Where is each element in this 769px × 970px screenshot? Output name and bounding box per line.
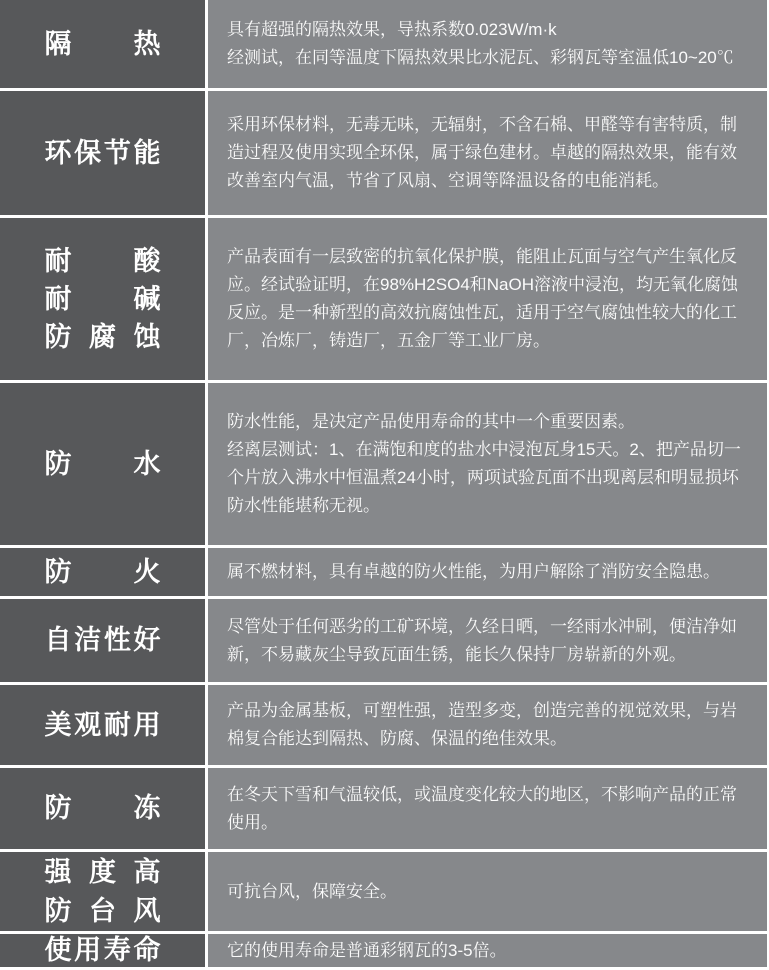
desc-paragraph: 防水性能堪称无视。 bbox=[227, 496, 380, 515]
feature-row-eco-energy-saving bbox=[0, 91, 767, 215]
feature-desc-cell bbox=[208, 685, 767, 765]
desc-paragraph: 防水性能，是决定产品使用寿命的其中一个重要因素。 bbox=[227, 412, 635, 431]
feature-description bbox=[227, 781, 753, 837]
feature-title bbox=[45, 445, 161, 483]
feature-description bbox=[227, 558, 753, 586]
feature-title bbox=[45, 242, 161, 357]
desc-paragraph: 具有超强的隔热效果，导热系数0.023W/m·k bbox=[227, 20, 557, 39]
feature-title bbox=[45, 621, 161, 659]
feature-title-line: 耐碱 bbox=[44, 283, 161, 314]
feature-title-line: 防腐蚀 bbox=[44, 322, 161, 353]
feature-row-waterproof bbox=[0, 383, 767, 545]
feature-name-cell bbox=[0, 548, 205, 596]
desc-paragraph: 属不燃材料，具有卓越的防火性能，为用户解除了消防安全隐患。 bbox=[227, 562, 720, 581]
feature-row-self-cleaning bbox=[0, 599, 767, 682]
feature-name-cell bbox=[0, 934, 205, 967]
desc-paragraph: 产品为金属基板，可塑性强，造型多变，创造完善的视觉效果，与岩棉复合能达到隔热、防腐、保温的绝佳效果。 bbox=[227, 701, 737, 748]
feature-row-acid-alkali-corrosion bbox=[0, 218, 767, 380]
desc-paragraph: 采用环保材料，无毒无味，无辐射，不含石棉、甲醛等有害特质，制造过程及使用实现全环保，属于绿色建材。卓越的隔热效果，能有效改善室内气温，节省了风扇、空调等降温设备的电能消耗。 bbox=[227, 115, 737, 190]
feature-title-line: 美观耐用 bbox=[44, 709, 161, 740]
feature-description bbox=[227, 243, 753, 355]
desc-paragraph: 经测试，在同等温度下隔热效果比水泥瓦、彩钢瓦等室温低10~20℃ bbox=[227, 48, 734, 67]
feature-desc-cell bbox=[208, 599, 767, 682]
feature-row-service-life bbox=[0, 934, 767, 967]
feature-desc-cell bbox=[208, 768, 767, 849]
feature-title bbox=[45, 706, 161, 744]
feature-title-line: 防水 bbox=[44, 448, 161, 479]
feature-title bbox=[45, 789, 161, 827]
desc-paragraph: 可抗台风，保障安全。 bbox=[227, 881, 397, 901]
feature-title-line: 隔热 bbox=[44, 28, 161, 59]
desc-paragraph: 产品表面有一层致密的抗氧化保护膜，能阻止瓦面与空气产生氧化反应。经试验证明，在98%H2SO4和NaOH溶液中浸泡，均无氧化腐蚀反应。是一种新型的高效抗腐蚀性瓦，适用于空气腐蚀性较大的化工厂，冶炼厂，铸造厂，五金厂等工业厂房。 bbox=[227, 247, 739, 350]
feature-title bbox=[45, 134, 161, 172]
feature-title-line: 使用寿命 bbox=[44, 935, 161, 966]
desc-paragraph: 尽管处于任何恶劣的工矿环境，久经日晒，一经雨水冲刷，便洁净如新，不易藏灰尘导致瓦面生锈，能长久保持厂房崭新的外观。 bbox=[227, 616, 737, 664]
feature-description bbox=[227, 613, 753, 669]
feature-title-line: 防火 bbox=[44, 556, 161, 587]
feature-name-cell bbox=[0, 383, 205, 545]
feature-desc-cell bbox=[208, 0, 767, 88]
feature-title bbox=[45, 853, 161, 930]
feature-description bbox=[227, 111, 753, 195]
feature-row-freeze-proof bbox=[0, 768, 767, 849]
feature-description bbox=[227, 878, 753, 906]
feature-row-high-strength-typhoon bbox=[0, 852, 767, 931]
feature-title-line: 自洁性好 bbox=[44, 625, 161, 656]
feature-name-cell bbox=[0, 218, 205, 380]
feature-description bbox=[227, 408, 753, 520]
desc-paragraph: 它的使用寿命是普通彩钢瓦的3-5倍。 bbox=[227, 940, 507, 960]
feature-name-cell bbox=[0, 685, 205, 765]
feature-desc-cell bbox=[208, 548, 767, 596]
feature-desc-cell bbox=[208, 91, 767, 215]
feature-name-cell bbox=[0, 0, 205, 88]
feature-title-line: 耐酸 bbox=[44, 245, 161, 276]
feature-description bbox=[227, 937, 753, 965]
feature-title bbox=[45, 553, 161, 591]
feature-desc-cell bbox=[208, 934, 767, 967]
feature-row-aesthetic-durable bbox=[0, 685, 767, 765]
feature-description bbox=[227, 16, 753, 72]
feature-desc-cell bbox=[208, 852, 767, 931]
feature-name-cell bbox=[0, 852, 205, 931]
feature-name-cell bbox=[0, 599, 205, 682]
feature-title bbox=[45, 25, 161, 63]
desc-paragraph: 在冬天下雪和气温较低，或温度变化较大的地区，不影响产品的正常使用。 bbox=[227, 784, 737, 832]
feature-description bbox=[227, 697, 753, 753]
feature-desc-cell bbox=[208, 383, 767, 545]
feature-title-line: 环保节能 bbox=[44, 137, 161, 168]
feature-desc-cell bbox=[208, 218, 767, 380]
feature-row-heat-insulation bbox=[0, 0, 767, 88]
feature-title bbox=[45, 934, 161, 967]
feature-title-line: 防冻 bbox=[44, 793, 161, 824]
desc-paragraph: 经离层测试：1、在满饱和度的盐水中浸泡瓦身15天。2、把产品切一个片放入沸水中恒温煮24小时，两项试验瓦面不出现离层和明显损坏 bbox=[227, 440, 741, 487]
feature-row-fireproof bbox=[0, 548, 767, 596]
feature-title-line: 防台风 bbox=[44, 895, 161, 926]
feature-title-line: 强度高 bbox=[44, 857, 161, 888]
feature-name-cell bbox=[0, 91, 205, 215]
feature-name-cell bbox=[0, 768, 205, 849]
